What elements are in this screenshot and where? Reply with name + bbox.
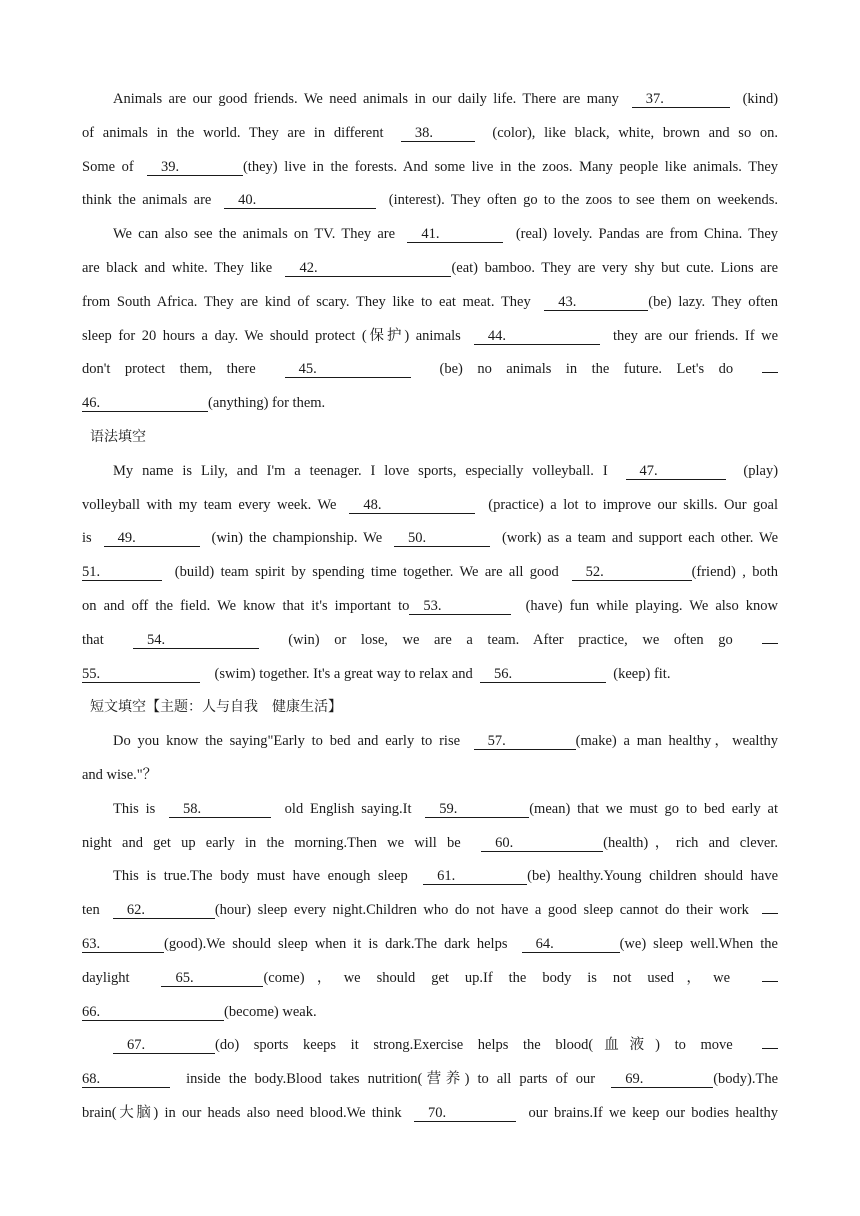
blank-63-start[interactable] [762,897,778,914]
blank-70[interactable]: 70. [414,1105,516,1122]
blank-40[interactable]: 40. [224,192,376,209]
worksheet-content [82,83,778,1131]
passage3-line5: This is true.The body must have enough sleep 61. (be) healthy.Young children should have [113,868,779,885]
blank-38[interactable]: 38. [401,125,475,142]
passage3-line3: This is 58. old English saying.It 59. (mean) that we must go to bed early at [113,800,779,817]
passage1-line7: from South Africa. They are kind of scary. They like to eat meat. They 43. (be) lazy. They often [82,293,778,310]
blank-63[interactable]: 63. [82,936,164,953]
blank-61[interactable]: 61. [423,868,527,885]
passage1-line8: sleep for 20 hours a day. We should protect (保护) animals 44. they are our friends. If we [82,327,779,344]
passage1-line2: of animals in the world. They are in different 38. (color), like black, white, brown and so on. [82,124,779,141]
passage2-line3: is 49. (win) the championship. We 50. (work) as a team and support each other. We [82,530,779,547]
blank-59[interactable]: 59. [425,801,529,818]
blank-46-start[interactable] [762,356,778,373]
blank-54[interactable]: 54. [133,632,259,649]
blank-66[interactable]: 66. [82,1004,224,1021]
passage1-line5: We can also see the animals on TV. They are 41. (real) lovely. Pandas are from China. They [113,226,779,243]
blank-41[interactable]: 41. [407,226,503,243]
passage2-line4: 51. (build) team spirit by spending time together. We are all good 52. (friend) , both [82,564,778,581]
blank-62[interactable]: 62. [113,902,215,919]
blank-57[interactable]: 57. [474,733,576,750]
blank-50[interactable]: 50. [394,530,490,547]
passage1-line3: Some of 39. (they) live in the forests. And some live in the zoos. Many people like animals. They [82,158,779,175]
blank-55[interactable]: 55. [82,666,200,683]
passage3-line11: 68. inside the body.Blood takes nutrition(营养) to all parts of our 69. (body).The [82,1071,779,1088]
blank-55-start[interactable] [762,627,778,644]
blank-52[interactable]: 52. [572,564,692,581]
blank-69[interactable]: 69. [611,1071,713,1088]
passage3-line6: ten 62. (hour) sleep every night.Children who do not have a good sleep cannot do their work [82,894,778,928]
blank-48[interactable]: 48. [349,497,475,514]
blank-58[interactable]: 58. [169,801,271,818]
passage1-line10: 46. (anything) for them. [82,395,326,412]
blank-43[interactable]: 43. [544,294,648,311]
blank-42[interactable]: 42. [285,260,451,277]
passage3-line2: and wise."？ [82,766,158,783]
section-heading-short-text: 短文填空【主题：人与自我 健康生活】 [90,699,342,716]
blank-60[interactable]: 60. [481,835,603,852]
passage1-line6: are black and white. They like 42. (eat) bamboo. They are very shy but cute. Lions are [82,259,778,276]
blank-56[interactable]: 56. [480,666,606,683]
passage3-line8: daylight 65. (come)，we should get up.If the body is not used，we [82,962,778,996]
passage2-line1: My name is Lily, and I'm a teenager. I love sports, especially volleyball. I 47. (play) [113,462,779,479]
blank-47[interactable]: 47. [626,463,726,480]
blank-49[interactable]: 49. [104,530,200,547]
passage1-line1: Animals are our good friends. We need animals in our daily life. There are many 37. (kind) [113,91,779,107]
blank-53[interactable]: 53. [409,598,511,615]
passage3-line4: night and get up early in the morning.Then we will be 60. (health)，rich and clever. [82,834,779,851]
blank-46[interactable]: 46. [82,395,208,412]
blank-66-start[interactable] [762,965,778,982]
passage3-line12: brain(大脑) in our heads also need blood.We think 70. our brains.If we keep our bodies healthy [82,1104,779,1121]
blank-39[interactable]: 39. [147,159,243,176]
passage3-line1: Do you know the saying"Early to bed and early to rise 57. (make) a man healthy，wealthy [113,733,778,750]
passage2-line2: volleyball with my team every week. We 48. (practice) a lot to improve our skills. Our goal [82,496,778,513]
passage3-line7: 63. (good).We should sleep when it is dark.The dark helps 64. (we) sleep well.When the [82,935,778,952]
passage2-line6: that 54. (win) or lose, we are a team. After practice, we often go [82,624,778,658]
blank-68[interactable]: 68. [82,1071,170,1088]
blank-67[interactable]: 67. [113,1037,215,1054]
passage3-line9: 66. (become) weak. [82,1003,317,1020]
blank-44[interactable]: 44. [474,328,600,345]
blank-68-start[interactable] [762,1032,778,1049]
blank-51[interactable]: 51. [82,564,162,581]
passage2-line5: on and off the field. We know that it's important to 53. (have) fun while playing. We also know [82,597,778,614]
passage1-line4: think the animals are 40. (interest). They often go to the zoos to see them on weekends. [82,192,779,209]
blank-37[interactable]: 37. [632,91,730,108]
passage2-line7: 55. (swim) together. It's a great way to relax and 56. (keep) fit. [82,665,671,682]
passage3-line10: 67. (do) sports keeps it strong.Exercise helps the blood(血液) to move [82,1029,778,1063]
blank-65[interactable]: 65. [161,970,263,987]
blank-45[interactable]: 45. [285,361,411,378]
passage1-line9: don't protect them, there 45. (be) no animals in the future. Let's do [82,353,778,387]
blank-64[interactable]: 64. [522,936,620,953]
section-heading-grammar: 语法填空 [90,428,146,445]
